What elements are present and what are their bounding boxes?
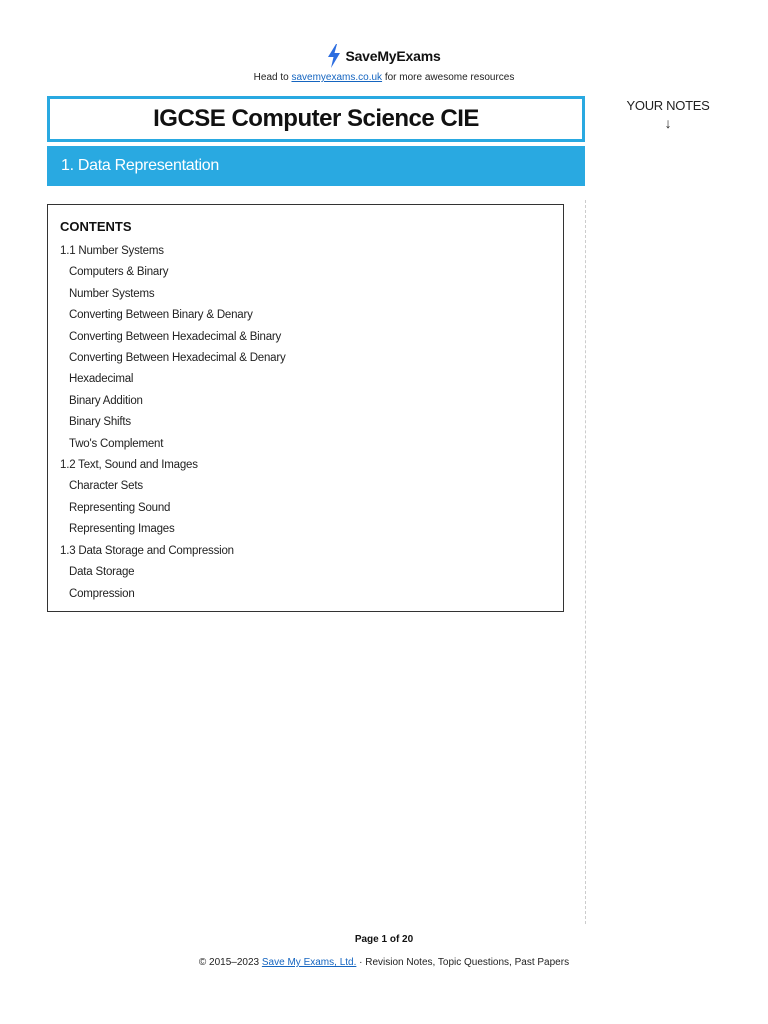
toc-item[interactable]: 1.3 Data Storage and Compression [60, 544, 234, 557]
footer-copyright [0, 957, 768, 968]
toc-item[interactable]: Representing Sound [69, 501, 171, 514]
toc-item[interactable]: Number Systems [69, 287, 155, 300]
savemyexams-link[interactable]: savemyexams.co.uk [291, 72, 383, 83]
toc-item[interactable]: Converting Between Binary & Denary [69, 309, 253, 322]
toc-item[interactable]: Converting Between Hexadecimal & Denary [69, 352, 286, 365]
tagline-prefix: Head to [253, 72, 292, 83]
page-number: Page 1 of 20 [354, 934, 414, 945]
toc-item[interactable]: Data Storage [69, 566, 135, 579]
brand-logo[interactable] [0, 44, 768, 68]
section-title: 1. Data Representation [61, 157, 219, 174]
copyright-prefix: © 2015–2023 [198, 957, 262, 968]
toc-item[interactable]: Converting Between Hexadecimal & Binary [69, 330, 282, 343]
document-title-box [47, 96, 585, 142]
section-header [47, 146, 585, 186]
brand-name: SaveMyExams [345, 48, 441, 64]
toc-item[interactable]: Two's Complement [69, 437, 164, 450]
your-notes-label [612, 98, 724, 131]
table-of-contents [60, 241, 286, 605]
toc-item[interactable]: Binary Addition [69, 394, 143, 407]
notes-divider [585, 200, 586, 924]
contents-heading: CONTENTS [60, 219, 132, 234]
your-notes-text: YOUR NOTES [626, 98, 710, 113]
toc-item[interactable]: 1.2 Text, Sound and Images [60, 459, 198, 472]
toc-item[interactable]: 1.1 Number Systems [60, 245, 164, 257]
arrow-down-icon: ↓ [664, 115, 672, 131]
tagline-suffix: for more awesome resources [382, 72, 515, 83]
toc-item[interactable]: Compression [69, 587, 135, 600]
header-tagline [0, 72, 768, 83]
toc-item[interactable]: Hexadecimal [69, 373, 134, 386]
company-link[interactable]: Save My Exams, Ltd. [261, 957, 357, 968]
toc-item[interactable]: Representing Images [69, 523, 175, 536]
toc-item[interactable]: Binary Shifts [69, 416, 131, 429]
contents-box [47, 204, 564, 612]
toc-item[interactable]: Computers & Binary [69, 266, 169, 279]
copyright-suffix: · Revision Notes, Topic Questions, Past Papers [356, 957, 570, 968]
lightning-bolt-icon [327, 44, 341, 68]
document-title: IGCSE Computer Science CIE [153, 105, 479, 132]
toc-item[interactable]: Character Sets [69, 480, 143, 493]
